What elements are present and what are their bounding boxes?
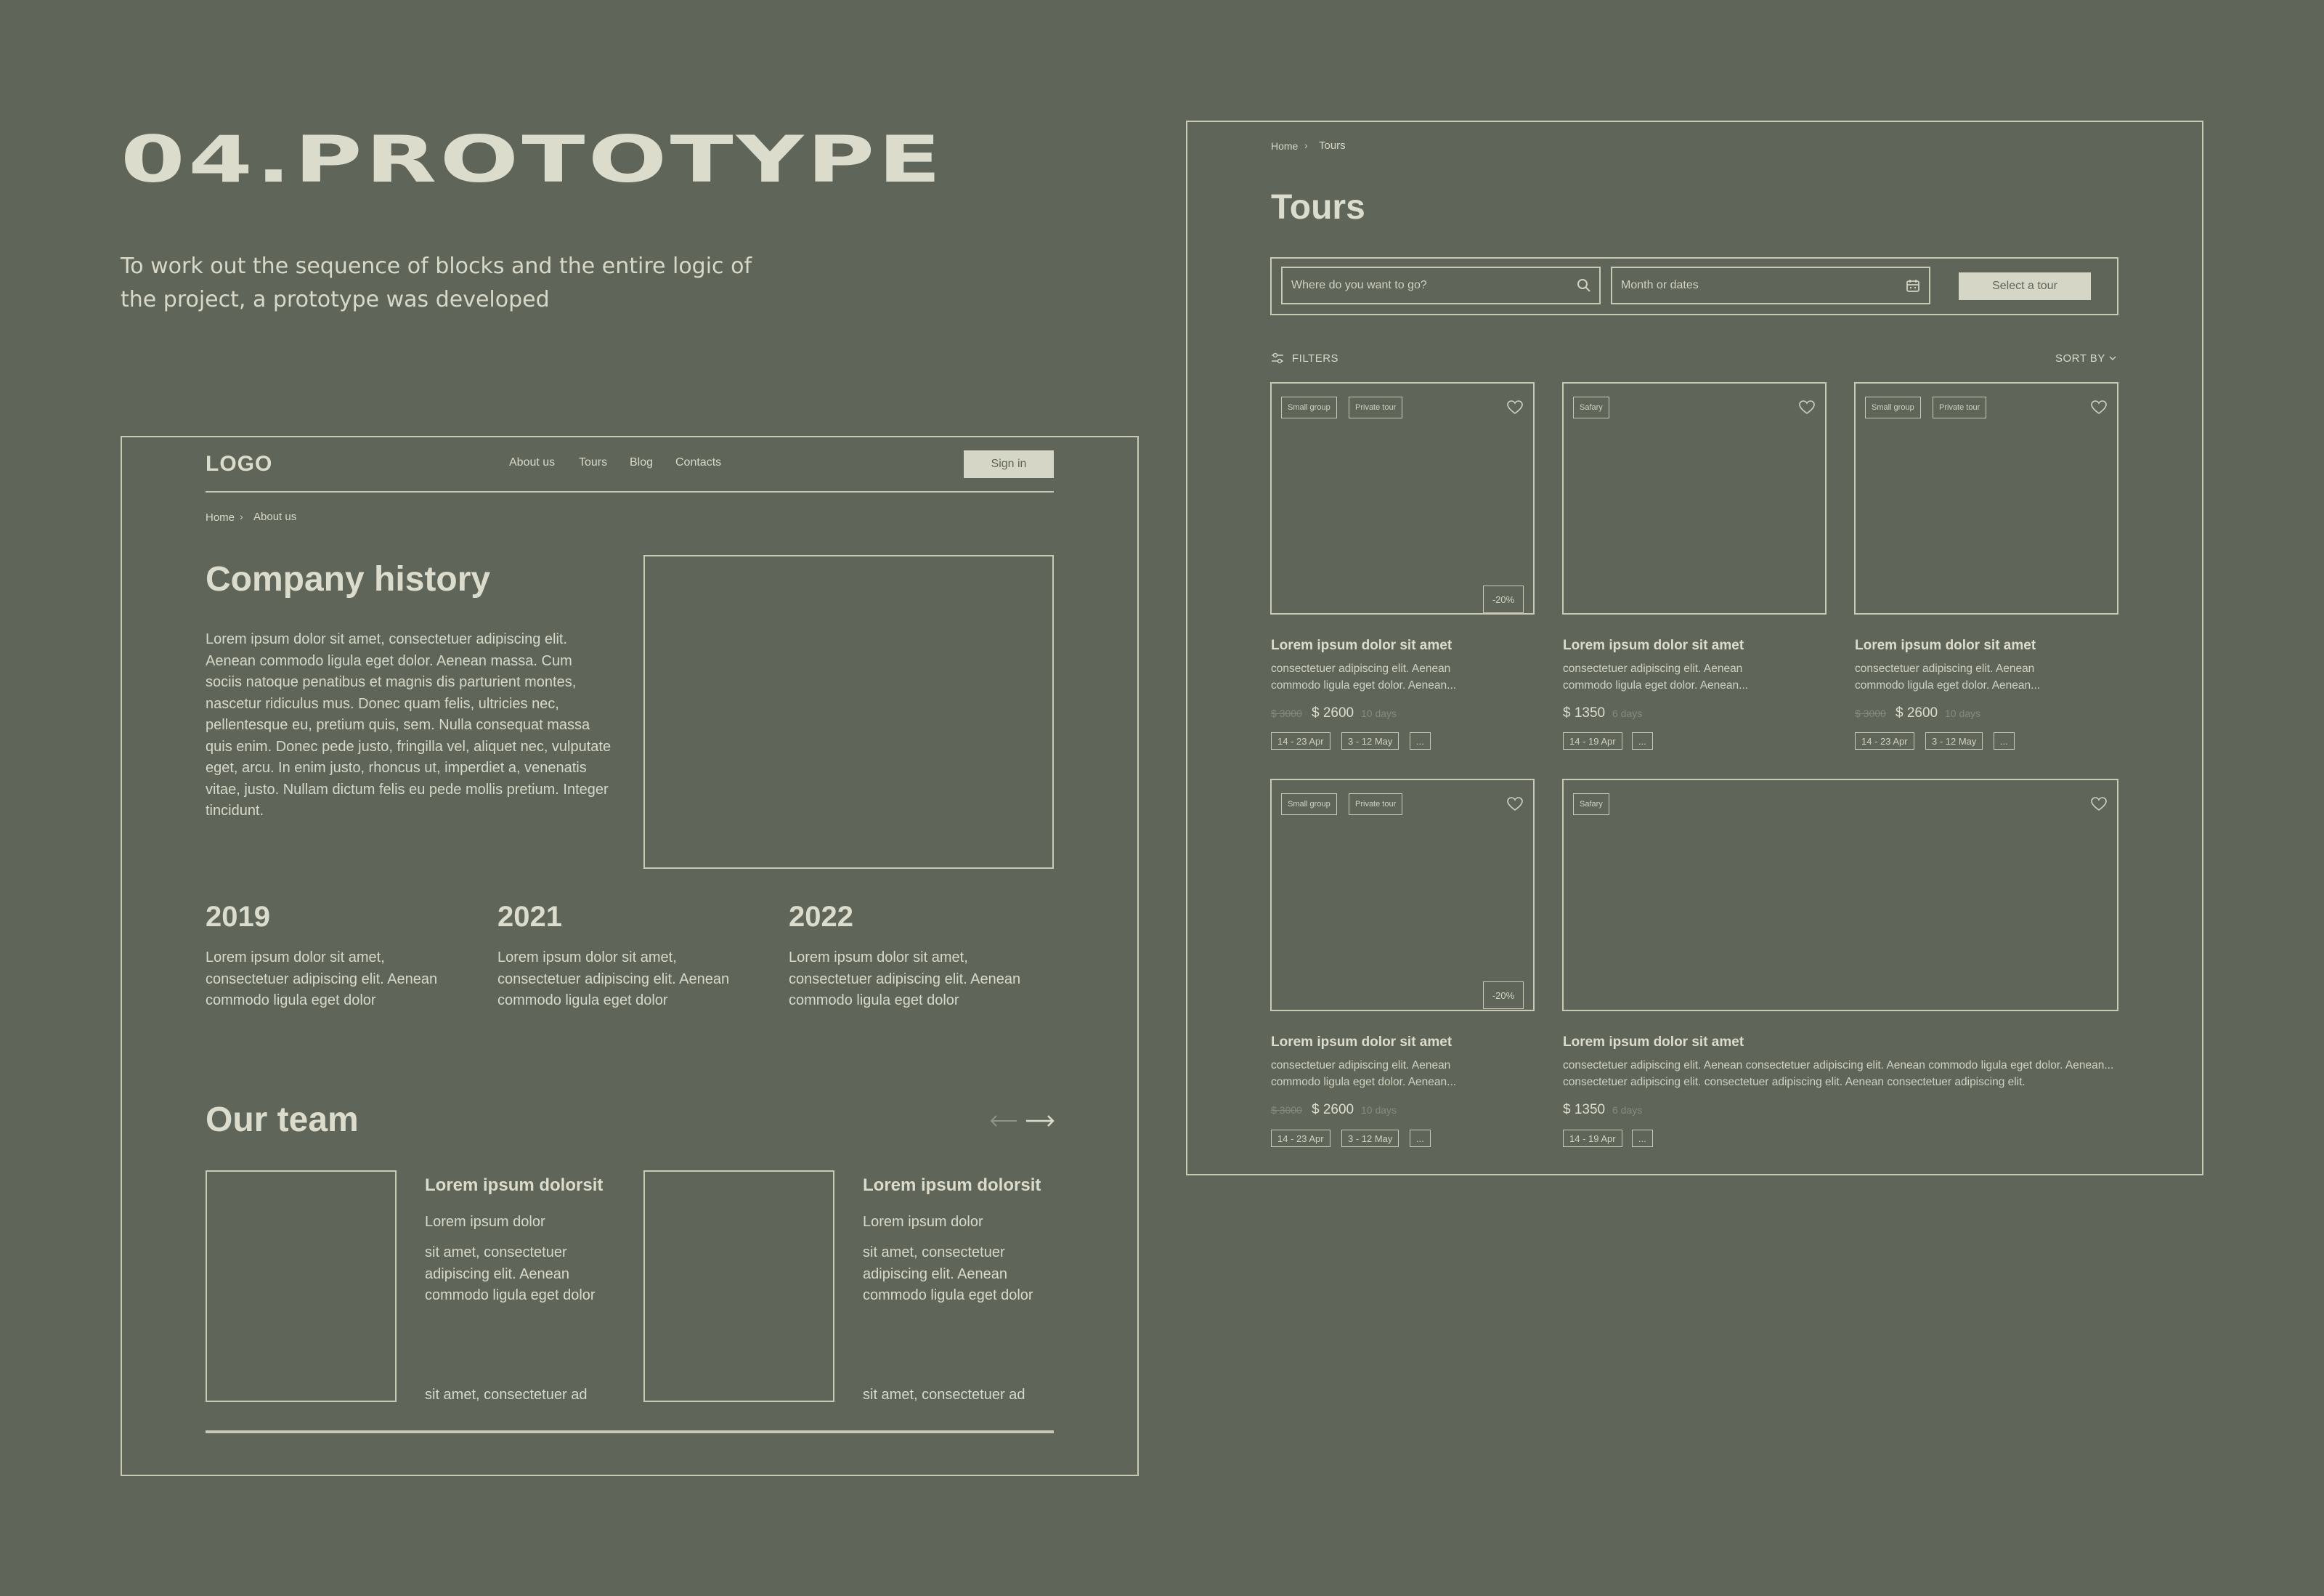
breadcrumb-current: About us bbox=[253, 511, 297, 523]
discount-badge: -20% bbox=[1483, 586, 1524, 613]
duration: 6 days bbox=[1612, 708, 1643, 719]
price: $ 1350 bbox=[1563, 705, 1606, 721]
tag-private-tour: Private tour bbox=[1349, 397, 1402, 418]
tour-card-title[interactable]: Lorem ipsum dolor sit amet bbox=[1563, 1034, 1744, 1050]
breadcrumb-home[interactable]: Home bbox=[1271, 140, 1299, 152]
date-chip[interactable]: 14 - 23 Apr bbox=[1271, 1130, 1330, 1147]
tag-safary: Safary bbox=[1573, 397, 1609, 418]
tour-card-title[interactable]: Lorem ipsum dolor sit amet bbox=[1271, 1034, 1452, 1050]
heart-icon[interactable] bbox=[2091, 400, 2107, 415]
price: $ 2600 bbox=[1312, 1102, 1354, 1117]
team-photo-placeholder bbox=[206, 1170, 397, 1402]
tour-card-description: consectetuer adipiscing elit. Aenean commodo ligula eget dolor. Aenean... bbox=[1271, 1059, 1457, 1088]
duration: 10 days bbox=[1361, 708, 1397, 719]
timeline-text-2022: Lorem ipsum dolor sit amet, consectetuer adipiscing elit. Aenean commodo ligula eget dolor bbox=[789, 949, 1021, 1008]
date-chip[interactable]: 3 - 12 May bbox=[1341, 1130, 1399, 1147]
team-member-footer: sit amet, consectetuer ad bbox=[863, 1387, 1025, 1403]
duration: 10 days bbox=[1361, 1104, 1397, 1116]
arrow-left-icon[interactable] bbox=[989, 1114, 1018, 1128]
tag-safary: Safary bbox=[1573, 793, 1609, 815]
breadcrumb-chevron-icon: › bbox=[1304, 139, 1308, 151]
nav-blog[interactable]: Blog bbox=[630, 456, 654, 469]
tour-card-title[interactable]: Lorem ipsum dolor sit amet bbox=[1855, 638, 2036, 653]
price: $ 1350 bbox=[1563, 1102, 1606, 1117]
team-member-name: Lorem ipsum dolorsit bbox=[863, 1175, 1041, 1195]
tag-small-group: Small group bbox=[1281, 793, 1337, 815]
tour-card-description: consectetuer adipiscing elit. Aenean commodo ligula eget dolor. Aenean... bbox=[1563, 663, 1749, 692]
more-dates-chip[interactable]: ... bbox=[1994, 732, 2015, 750]
tour-card-title[interactable]: Lorem ipsum dolor sit amet bbox=[1563, 638, 1744, 653]
site-logo[interactable]: LOGO bbox=[206, 452, 273, 476]
old-price: $ 3000 bbox=[1271, 1104, 1302, 1116]
dates-placeholder: Month or dates bbox=[1621, 279, 1699, 291]
date-chip[interactable]: 3 - 12 May bbox=[1925, 732, 1983, 750]
select-tour-button[interactable]: Select a tour bbox=[1959, 272, 2091, 300]
old-price: $ 3000 bbox=[1855, 708, 1886, 719]
page-title: 04.PROTOTYPE bbox=[121, 122, 945, 197]
heart-icon[interactable] bbox=[1507, 797, 1523, 811]
destination-search-input[interactable] bbox=[1281, 267, 1601, 304]
more-dates-chip[interactable]: ... bbox=[1410, 1130, 1431, 1147]
chevron-down-icon[interactable] bbox=[2108, 354, 2117, 362]
tag-private-tour: Private tour bbox=[1933, 397, 1986, 418]
team-member-role: Lorem ipsum dolor bbox=[863, 1214, 983, 1230]
tour-card-title[interactable]: Lorem ipsum dolor sit amet bbox=[1271, 638, 1452, 653]
team-slider-progress bbox=[206, 1430, 1054, 1433]
more-dates-chip[interactable]: ... bbox=[1410, 732, 1431, 750]
sort-by-button[interactable]: SORT BY bbox=[2055, 352, 2105, 365]
more-dates-chip[interactable]: ... bbox=[1632, 1130, 1653, 1147]
destination-placeholder: Where do you want to go? bbox=[1291, 279, 1427, 291]
breadcrumb-current: Tours bbox=[1319, 139, 1346, 152]
header-divider bbox=[206, 491, 1054, 493]
breadcrumb-chevron-icon: › bbox=[240, 511, 243, 522]
discount-badge: -20% bbox=[1483, 981, 1524, 1009]
team-member-role: Lorem ipsum dolor bbox=[425, 1214, 545, 1230]
team-member-bio: sit amet, consectetuer adipiscing elit. Aenean commodo ligula eget dolor bbox=[425, 1244, 596, 1303]
heart-icon[interactable] bbox=[2091, 797, 2107, 811]
history-text: Lorem ipsum dolor sit amet, consectetuer adipiscing elit. Aenean commodo ligula eget dolor. Aenean massa. Cum sociis natoque penatibus et magnis dis parturient montes, nascetur ridiculus mus. Donec quam felis, ultricies nec, pellentesque eu, pretium quis, sem. Nulla consequat massa quis enim. Donec pede justo, fringilla vel, aliquet nec, vulputate eget, arcu. In enim justo, rhoncus ut, imperdiet a, venenatis vitae, justo. Nullam dictum felis eu pede mollis pretium. Integer tincidunt. bbox=[206, 631, 612, 819]
tag-small-group: Small group bbox=[1281, 397, 1337, 418]
sign-in-button[interactable]: Sign in bbox=[964, 450, 1054, 478]
history-title: Company history bbox=[206, 560, 491, 599]
tour-card-image[interactable] bbox=[1562, 779, 2118, 1011]
duration: 6 days bbox=[1612, 1104, 1643, 1116]
calendar-icon[interactable] bbox=[1906, 278, 1920, 293]
history-image-placeholder bbox=[643, 555, 1054, 869]
price: $ 2600 bbox=[1896, 705, 1938, 721]
timeline-year-2021: 2021 bbox=[497, 901, 562, 933]
team-title: Our team bbox=[206, 1101, 359, 1139]
team-member-bio: sit amet, consectetuer adipiscing elit. Aenean commodo ligula eget dolor bbox=[863, 1244, 1033, 1303]
arrow-right-icon[interactable] bbox=[1025, 1114, 1055, 1128]
dates-input[interactable] bbox=[1611, 267, 1930, 304]
breadcrumb-home[interactable]: Home bbox=[206, 511, 235, 524]
filters-icon[interactable] bbox=[1271, 352, 1284, 364]
nav-tours[interactable]: Tours bbox=[579, 456, 608, 469]
heart-icon[interactable] bbox=[1799, 400, 1815, 415]
tag-private-tour: Private tour bbox=[1349, 793, 1402, 815]
team-member-name: Lorem ipsum dolorsit bbox=[425, 1175, 604, 1195]
search-icon[interactable] bbox=[1577, 278, 1591, 293]
timeline-text-2019: Lorem ipsum dolor sit amet, consectetuer adipiscing elit. Aenean commodo ligula eget dolor bbox=[206, 949, 438, 1008]
tour-card-description: consectetuer adipiscing elit. Aenean commodo ligula eget dolor. Aenean... bbox=[1271, 663, 1457, 692]
filters-button[interactable]: FILTERS bbox=[1292, 352, 1339, 365]
tours-title: Tours bbox=[1271, 188, 1365, 227]
date-chip[interactable]: 14 - 19 Apr bbox=[1563, 1130, 1622, 1147]
date-chip[interactable]: 14 - 19 Apr bbox=[1563, 732, 1622, 750]
old-price: $ 3000 bbox=[1271, 708, 1302, 719]
more-dates-chip[interactable]: ... bbox=[1632, 732, 1653, 750]
date-chip[interactable]: 14 - 23 Apr bbox=[1855, 732, 1914, 750]
price: $ 2600 bbox=[1312, 705, 1354, 721]
tag-small-group: Small group bbox=[1865, 397, 1921, 418]
team-member-footer: sit amet, consectetuer ad bbox=[425, 1387, 588, 1403]
page-description: To work out the sequence of blocks and the entire logic of the project, a prototype was developed bbox=[121, 254, 752, 312]
team-photo-placeholder bbox=[643, 1170, 834, 1402]
nav-about-us[interactable]: About us bbox=[509, 456, 556, 469]
nav-contacts[interactable]: Contacts bbox=[675, 456, 722, 469]
timeline-text-2021: Lorem ipsum dolor sit amet, consectetuer adipiscing elit. Aenean commodo ligula eget dolor bbox=[497, 949, 730, 1008]
date-chip[interactable]: 14 - 23 Apr bbox=[1271, 732, 1330, 750]
heart-icon[interactable] bbox=[1507, 400, 1523, 415]
tour-card-description: consectetuer adipiscing elit. Aenean consectetuer adipiscing elit. Aenean commodo ligula eget dolor. Aenean... consectetuer adipiscing elit. consectetuer adipiscing elit. Aenean consectetuer adipiscing elit. bbox=[1563, 1059, 2114, 1088]
timeline-year-2019: 2019 bbox=[206, 901, 270, 933]
timeline-year-2022: 2022 bbox=[789, 901, 853, 933]
date-chip[interactable]: 3 - 12 May bbox=[1341, 732, 1399, 750]
tour-card-description: consectetuer adipiscing elit. Aenean commodo ligula eget dolor. Aenean... bbox=[1855, 663, 2041, 692]
duration: 10 days bbox=[1945, 708, 1981, 719]
